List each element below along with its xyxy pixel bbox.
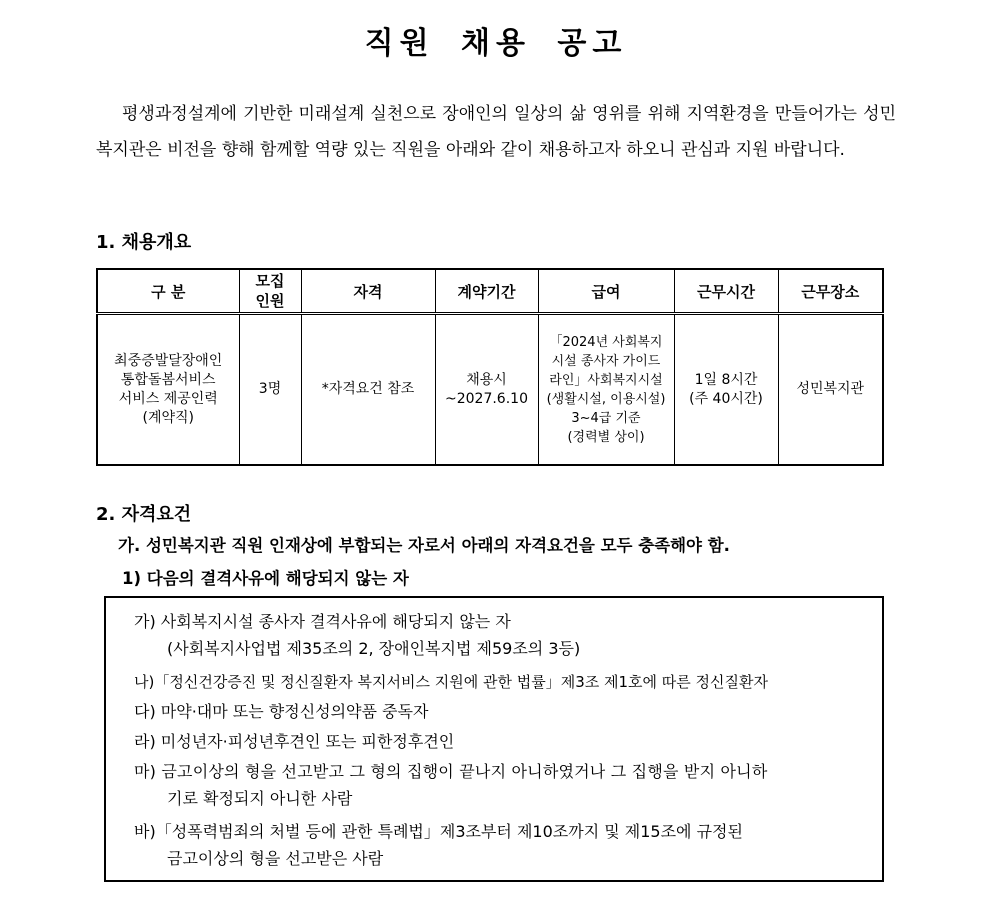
place-cell: 성민복지관 — [778, 314, 883, 466]
column-header: 근무장소 — [778, 269, 883, 314]
column-header: 모집인원 — [239, 269, 301, 314]
disqualification-subheading: 1) 다음의 결격사유에 해당되지 않는 자 — [122, 569, 409, 588]
list-item: 나)「정신건강증진 및 정신질환자 복지서비스 지원에 관한 법률」제3조 제1호에 따른 정신질환자 — [134, 673, 768, 691]
intro-paragraph — [96, 96, 896, 168]
contract-cell: 채용시 ~2027.6.10 — [435, 314, 538, 466]
column-header: 급여 — [538, 269, 674, 314]
qualification-cell: *자격요건 참조 — [301, 314, 435, 466]
table-header-row — [97, 269, 883, 314]
list-item: 라) 미성년자·피성년후견인 또는 피한정후견인 — [134, 732, 455, 751]
qualification-subheading: 가. 성민복지관 직원 인재상에 부합되는 자로서 아래의 자격요건을 모두 충족해야 함. — [118, 536, 730, 555]
overview-table — [96, 268, 884, 466]
list-item: 다) 마약·대마 또는 향정신성의약품 중독자 — [134, 702, 429, 721]
page-title: 직원 채용 공고 — [364, 26, 628, 61]
headcount-cell: 3명 — [239, 314, 301, 466]
category-cell: 최중증발달장애인 통합돌봄서비스 서비스 제공인력 (계약직) — [97, 314, 239, 466]
column-header: 구 분 — [97, 269, 239, 314]
disqualification-box — [104, 596, 884, 882]
column-header: 근무시간 — [674, 269, 778, 314]
list-item: 마) 금고이상의 형을 선고받고 그 형의 집행이 끝나지 아니하였거나 그 집행을 받지 아니하 기로 확정되지 아니한 사람 — [134, 762, 768, 808]
column-header: 계약기간 — [435, 269, 538, 314]
intro-text: 평생과정설계에 기반한 미래설계 실천으로 장애인의 일상의 삶 영위를 위해 지역환경을 만들어가는 성민복지관은 비전을 향해 함께할 역량 있는 직원을 아래와 같이 채용하고자 하오니 관심과 지원 바랍니다. — [96, 104, 896, 160]
table-row — [97, 314, 883, 466]
salary-cell: 「2024년 사회복지 시설 종사자 가이드 라인」사회복지시설 (생활시설, 이용시설) 3~4급 기준 (경력별 상이) — [538, 314, 674, 466]
section-heading-overview: 1. 채용개요 — [96, 232, 192, 253]
list-item: 가) 사회복지시설 종사자 결격사유에 해당되지 않는 자 (사회복지사업법 제35조의 2, 장애인복지법 제59조의 3등) — [134, 612, 581, 658]
list-item: 바)「성폭력범죄의 처벌 등에 관한 특례법」제3조부터 제10조까지 및 제15조에 규정된 금고이상의 형을 선고받은 사람 — [134, 822, 743, 868]
hours-cell: 1일 8시간 (주 40시간) — [674, 314, 778, 466]
section-heading-qualifications: 2. 자격요건 — [96, 504, 192, 525]
column-header: 자격 — [301, 269, 435, 314]
